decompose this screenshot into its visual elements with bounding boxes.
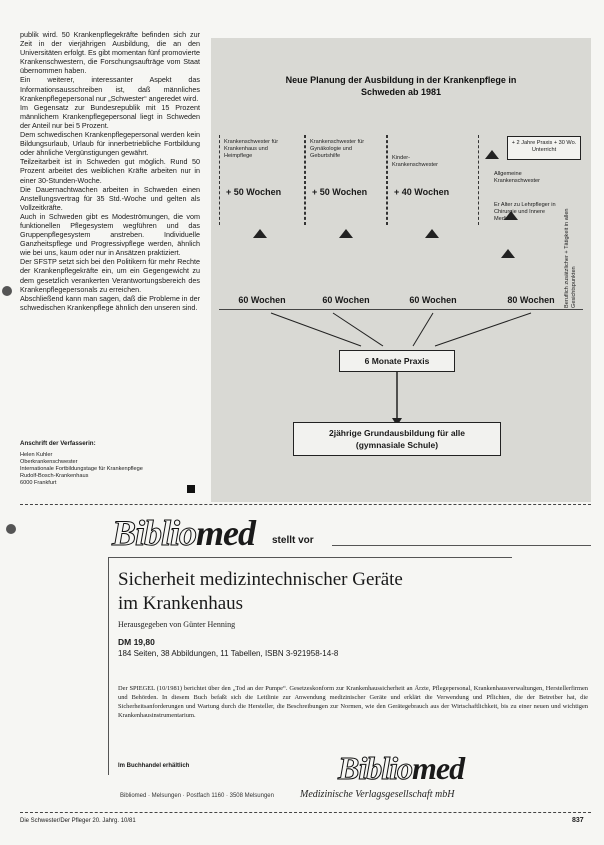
- stage-label: Krankenschwester für Krankenhaus und Heimpflege: [224, 139, 279, 159]
- ad-rule: [332, 545, 591, 546]
- book-title-line: im Krankenhaus: [118, 593, 244, 614]
- bibliomed-logo-large: [338, 750, 464, 787]
- author-line: 6000 Frankfurt: [20, 480, 57, 486]
- logo-part: med: [196, 513, 256, 553]
- punch-hole-top: [2, 286, 12, 296]
- article-end-mark: [187, 485, 195, 493]
- punch-hole-bottom: [6, 524, 16, 534]
- article-paragraph: Die Dauernachtwachen arbeiten in Schweden einen Anstellungsvertrag für 35 Std.-Woche und gelten als Vollzeitkräfte.: [20, 184, 200, 212]
- weeks-label: 60 Wochen: [409, 295, 457, 305]
- stage-weeks: + 50 Wochen: [226, 187, 282, 197]
- stage-label: Krankenschwester für Gynäkologie und Geburtshilfe: [310, 139, 365, 159]
- author-address: [20, 452, 143, 487]
- book-description: Der SPIEGEL (10/1981) berichtet über den „Tod an der Pumpe“. Gesetzeskonform zur Krankenhaussicherheit an Ärzte, Pflegepersonal, Krankenhausverwaltungen, Herstellerfirmen und Behörden. In diesem Buch befaßt sich die Leitlinie zur Anwendung medizinischer Geräte und erklärt die Verwendung und Pflichten, die der Betreiber hat, die Sicherheitsanforderungen und Wartung durch die Hersteller, die Beschreibungen zur Normen, wie den Gerätegebrauch aus der Wirtschaftlichkeit, bis zu einer neuen und wichtigen Krankenhausinstrumentarium.: [118, 685, 588, 719]
- article-paragraph: Auch in Schweden gibt es Modeströmungen, die vom funktionellen Pflegesystem wegführen und das Gruppenpflegesystem anstreben. Individuelle Ganzheitspflege und Progressivpflege werden, ähnlich wie bei uns, kaum oder nur in Ansätzen praktiziert.: [20, 211, 200, 258]
- stage-weeks: + 40 Wochen: [394, 187, 450, 197]
- book-editor: Herausgegeben von Günter Henning: [118, 620, 236, 629]
- education-diagram: [211, 38, 591, 502]
- weeks-label: 80 Wochen: [507, 295, 555, 305]
- basic-training-line2: (gymnasiale Schule): [355, 440, 439, 450]
- stellt-vor-label: stellt vor: [272, 535, 314, 546]
- author-line: Rudolf-Bosch-Krankenhaus: [20, 473, 89, 479]
- stage-label: Kinder- Krankenschwester: [392, 155, 439, 168]
- article-paragraph: Abschließend kann man sagen, daß die Probleme in der schwedischen Krankenpflege ähnlich den unseren sind.: [20, 293, 200, 312]
- praxis-box-right: + 2 Jahre Praxis + 30 Wo. Unterricht: [507, 136, 581, 160]
- article-paragraph: Der SFSTP setzt sich bei den Politikern für mehr Rechte der Krankenpflegekräfte ein, um ein Gegengewicht zu dem gesetzlich verankerten Verantwortungsbereich des Krankenpflegepersonals zu erreichen.: [20, 257, 200, 294]
- article-paragraph: Teilzeitarbeit ist in Schweden gut möglich. Rund 50 Prozent arbeitet des weiblichen Kräfte arbeiten nur in einer 30-Stunden-Woche.: [20, 157, 200, 185]
- logo-part: Biblio: [112, 513, 197, 553]
- weeks-label: 60 Wochen: [238, 295, 286, 305]
- section-divider: [20, 504, 591, 505]
- author-line: Helen Kuhler: [20, 452, 53, 458]
- basic-training-box: [293, 422, 501, 456]
- connector-line: [413, 313, 433, 346]
- weeks-label: 60 Wochen: [322, 295, 370, 305]
- stage-weeks: + 50 Wochen: [312, 187, 368, 197]
- article-paragraph: Dem schwedischen Krankenpflegepersonal werden kein Bildungsurlaub, Urlaub für innerbetriebliche Fortbildung oder ähnliche Vergünstigungen gewährt.: [20, 130, 200, 158]
- right-stage-sublabel: Er Alter zu Lehrpfleger in Chirurgie und Innere Medizin: [494, 202, 556, 222]
- availability-note: Im Buchhandel erhältlich: [118, 763, 190, 769]
- book-title-line: Sicherheit medizintechnischer Geräte: [118, 569, 403, 590]
- logo-part: Biblio: [338, 750, 413, 786]
- bibliomed-logo: [112, 512, 255, 554]
- basic-training-line1: 2jährige Grundausbildung für alle: [328, 428, 466, 438]
- right-stage-label: Allgemeine Krankenschwester: [494, 171, 541, 184]
- diagram-title: Neue Planung der Ausbildung in der Krankenpflege in Schweden ab 1981: [285, 75, 517, 97]
- article-paragraph: Ein weiterer, interessanter Aspekt das Informationsausschreiben ist, daß männliches Krankenpflegepersonal nur „Schwester“ angeredet wird.: [20, 75, 200, 103]
- connector-line: [333, 313, 383, 346]
- article-column: [20, 30, 200, 312]
- book-title: [118, 568, 403, 616]
- praxis-months-box: 6 Monate Praxis: [339, 350, 455, 372]
- article-paragraph: publik wird. 50 Krankenpflegekräfte befinden sich zur Zeit in der vierjährigen Ausbildung, die an den Universitäten erfolgt. Es gibt momentan fünf promovierte Krankenschwestern, die Forschungsaufträge vom Staat übernommen haben.: [20, 30, 200, 76]
- page-number: 837: [572, 817, 584, 824]
- connector-line: [271, 313, 361, 346]
- logo-part: med: [412, 750, 465, 786]
- vertical-side-label: Beruflich zusätzlicher + Tätigkeit in allen Gesichtspunkten: [564, 208, 577, 308]
- book-price: DM 19,80: [118, 637, 155, 647]
- publisher-address: Bibliomed · Melsungen · Postfach 1160 · 3508 Melsungen: [120, 793, 274, 799]
- journal-footer: Die Schwester/Der Pfleger 20. Jahrg. 10/81: [20, 818, 136, 824]
- author-heading: Anschrift der Verfasserin:: [20, 440, 96, 447]
- footer-divider: [20, 812, 591, 813]
- author-line: Internationale Fortbildungstage für Krankenpflege: [20, 466, 143, 472]
- publisher-name: Medizinische Verlagsgesellschaft mbH: [300, 789, 455, 800]
- author-line: Oberkrankenschwester: [20, 459, 78, 465]
- book-specs: 184 Seiten, 38 Abbildungen, 11 Tabellen, ISBN 3-921958-14-8: [118, 649, 339, 658]
- article-paragraph: Im Gegensatz zur Bundesrepublik mit 15 Prozent männlichem Krankenpflegepersonal liegt in Schweden der Anteil nur bei 5 Prozent.: [20, 102, 200, 130]
- connector-line: [435, 313, 531, 346]
